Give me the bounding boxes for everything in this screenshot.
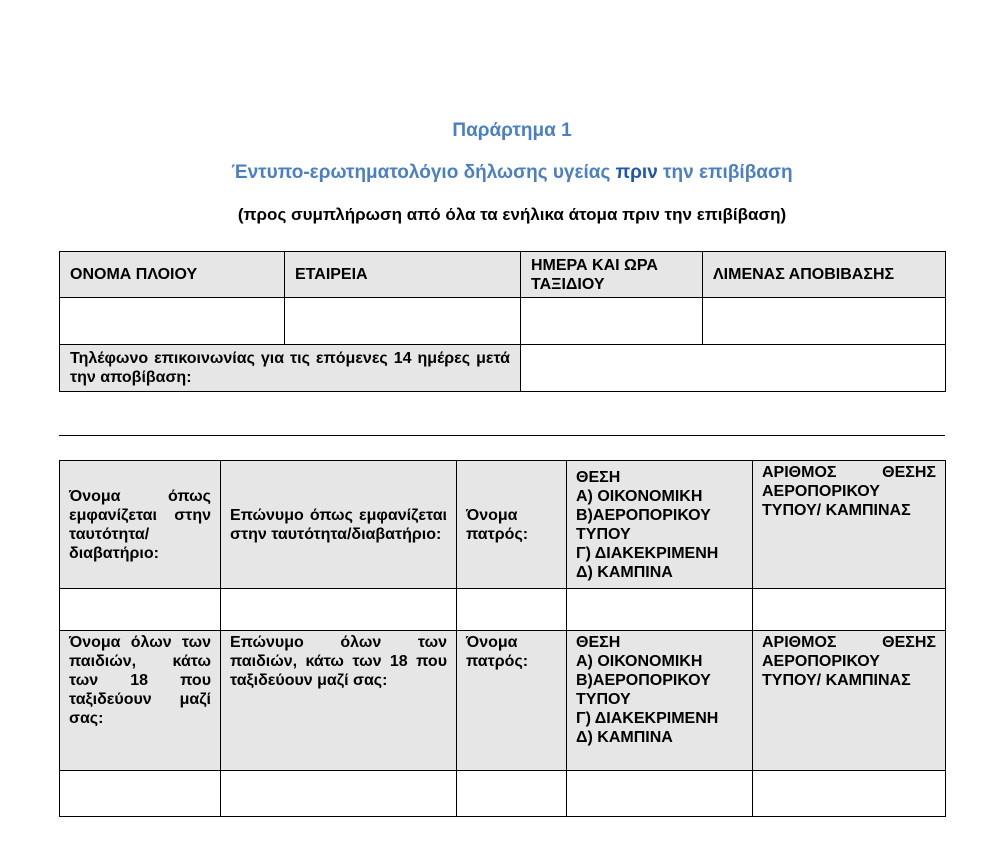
section-divider xyxy=(59,435,945,436)
form-title-emphasis: πριν xyxy=(615,162,658,183)
adult-first-name-header: Όνομα όπως εμφανίζεται στην ταυτότητα/ διαβατήριο: xyxy=(60,461,221,589)
adult-seat-number-field[interactable] xyxy=(753,589,946,631)
contact-phone-label: Τηλέφωνο επικοινωνίας για τις επόμενες 14 ημέρες μετά την αποβίβαση: xyxy=(60,345,521,392)
child-seat-class-header: ΘΕΣΗ Α) ΟΙΚΟΝΟΜΙΚΗ Β)ΑΕΡΟΠΟΡΙΚΟΥ ΤΥΠΟΥ Γ) ΔΙΑΚΕΚΡΙΜΕΝΗ Δ) ΚΑΜΠΙΝΑ xyxy=(567,631,753,771)
form-title-part1: Έντυπο-ερωτηματολόγιο δήλωσης υγείας xyxy=(231,162,616,183)
disembarkation-port-header: ΛΙΜΕΝΑΣ ΑΠΟΒΙΒΑΣΗΣ xyxy=(703,252,946,298)
adult-father-name-header: Όνομα πατρός: xyxy=(457,461,567,589)
child-seat-number-header: ΑΡΙΘΜΟΣ ΘΕΣΗΣ ΑΕΡΟΠΟΡΙΚΟΥ ΤΥΠΟΥ/ ΚΑΜΠΙΝΑΣ xyxy=(753,631,946,771)
adult-seat-class-header: ΘΕΣΗ Α) ΟΙΚΟΝΟΜΙΚΗ Β)ΑΕΡΟΠΟΡΙΚΟΥ ΤΥΠΟΥ Γ) ΔΙΑΚΕΚΡΙΜΕΝΗ Δ) ΚΑΜΠΙΝΑ xyxy=(567,461,753,589)
child-last-name-field[interactable] xyxy=(221,771,457,817)
child-first-name-header: Όνομα όλων των παιδιών, κάτω των 18 που ταξιδεύουν μαζί σας: xyxy=(60,631,221,771)
annex-title: Παράρτημα 1 xyxy=(452,120,572,141)
child-seat-number-field[interactable] xyxy=(753,771,946,817)
company-field[interactable] xyxy=(285,298,521,345)
child-father-name-header: Όνομα πατρός: xyxy=(457,631,567,771)
form-subtitle: (προς συμπλήρωση από όλα τα ενήλικα άτομα πριν την επιβίβαση) xyxy=(237,205,787,224)
adult-last-name-header: Επώνυμο όπως εμφανίζεται στην ταυτότητα/διαβατήριο: xyxy=(221,461,457,589)
child-father-name-field[interactable] xyxy=(457,771,567,817)
adult-last-name-field[interactable] xyxy=(221,589,457,631)
contact-phone-field[interactable] xyxy=(521,345,946,392)
form-title xyxy=(0,162,1000,184)
child-seat-class-field[interactable] xyxy=(567,771,753,817)
child-first-name-field[interactable] xyxy=(60,771,221,817)
passenger-table xyxy=(59,460,946,817)
adult-seat-number-header: ΑΡΙΘΜΟΣ ΘΕΣΗΣ ΑΕΡΟΠΟΡΙΚΟΥ ΤΥΠΟΥ/ ΚΑΜΠΙΝΑΣ xyxy=(753,461,946,589)
ship-name-field[interactable] xyxy=(60,298,285,345)
travel-date-time-header: ΗΜΕΡΑ ΚΑΙ ΩΡΑ ΤΑΞΙΔΙΟΥ xyxy=(521,252,703,298)
adult-father-name-field[interactable] xyxy=(457,589,567,631)
adult-seat-class-field[interactable] xyxy=(567,589,753,631)
trip-info-table xyxy=(59,251,946,392)
disembarkation-port-field[interactable] xyxy=(703,298,946,345)
form-title-part2: την επιβίβαση xyxy=(657,162,793,183)
adult-first-name-field[interactable] xyxy=(60,589,221,631)
company-header: ΕΤΑΙΡΕΙΑ xyxy=(285,252,521,298)
travel-date-time-field[interactable] xyxy=(521,298,703,345)
ship-name-header: ΟΝΟΜΑ ΠΛΟΙΟΥ xyxy=(60,252,285,298)
child-last-name-header: Επώνυμο όλων των παιδιών, κάτω των 18 που ταξιδεύουν μαζί σας: xyxy=(221,631,457,771)
